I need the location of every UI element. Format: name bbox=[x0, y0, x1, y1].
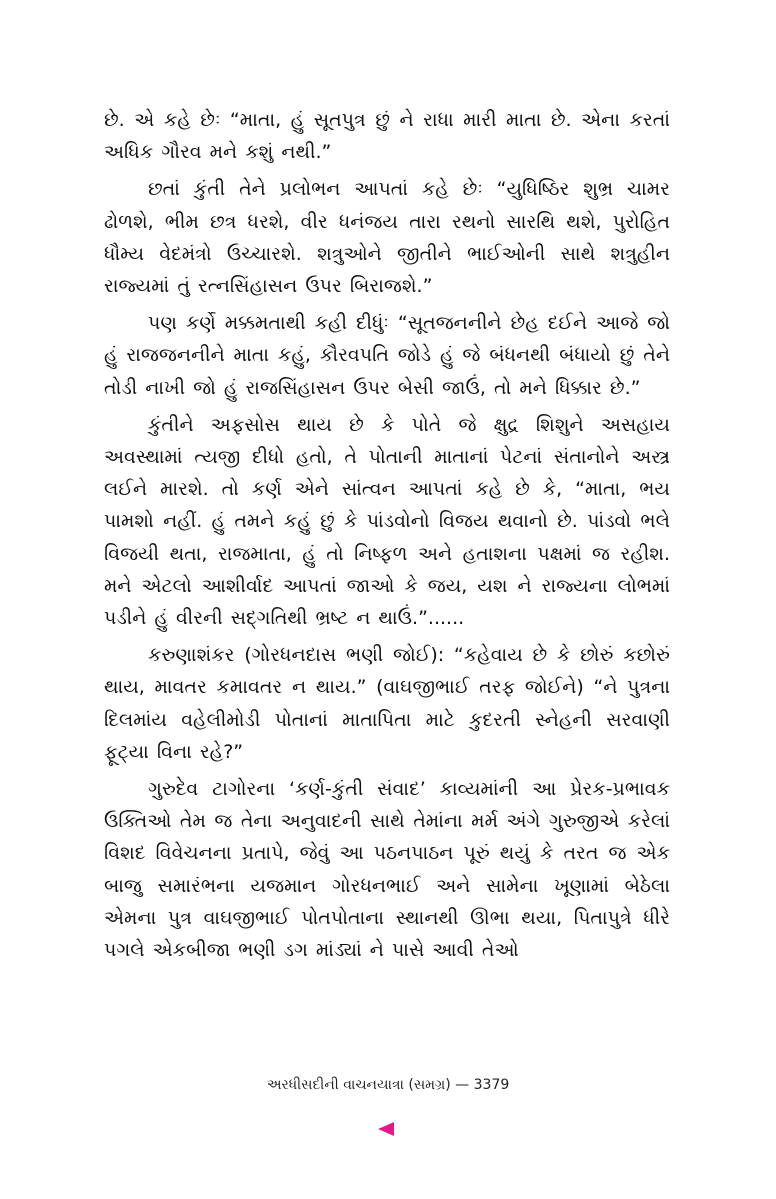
paragraph-2: છતાં કુંતી તેને પ્રલોભન આપતાં કહે છેઃ “યુધિષ્ઠિર શુભ્ર ચામર ઢોળશે, ભીમ છત્ર ધરશે, વીર ધનંજય તારા રથનો સારથિ થશે, પુરોહિત ધૌમ્ય વેદમંત્રો ઉચ્ચારશે. શત્રુઓને જીતીને ભાઈઓની સાથે શત્રુહીન રાજ્યમાં તું રત્નસિંહાસન ઉપર બિરાજશે.” bbox=[104, 178, 670, 298]
previous-page-icon[interactable] bbox=[378, 1122, 394, 1136]
paragraph-4: કુંતીને અફસોસ થાય છે કે પોતે જે ક્ષુદ્ર શિશુને અસહાય અવસ્થામાં ત્યજી દીધો હતો, તે પોતાની માતાનાં પેટનાં સંતાનોને અસ્ત્ર લઈને મારશે. તો કર્ણ એને સાંત્વન આપતાં કહે છે કે, “માતા, ભય પામશો નહીં. હું તમને કહું છું કે પાંડવોનો વિજય થવાનો છે. પાંડવો ભલે વિજયી થતા, રાજમાતા, હું તો નિષ્ફળ અને હતાશના પક્ષમાં જ રહીશ. મને એટલો આશીર્વાદ આપતાં જાઓ કે જય, યશ ને રાજ્યના લોભમાં પડીને હું વીરની સદ્‌ગતિથી ભ્રષ્ટ ન થાઉં.”...... bbox=[104, 413, 670, 630]
paragraph-5: કરુણાશંકર (ગોરધનદાસ ભણી જોઈ): “કહેવાય છે કે છોરું કછોરું થાય, માવતર કમાવતર ન થાય.” (વાઘજીભાઈ તરફ જોઈને) “ને પુત્રના દિલમાંય વહેલીમોડી પોતાનાં માતાપિતા માટે કુદરતી સ્નેહની સરવાણી ફૂટ્યા વિના રહે?” bbox=[104, 644, 670, 763]
paragraph-1: છે. એ કહે છેઃ “માતા, હું સૂતપુત્ર છું ને રાધા મારી માતા છે. એના કરતાં અધિક ગૌરવ મને કશું નથી.” bbox=[104, 109, 670, 164]
paragraph-6: ગુરુદેવ ટાગોરના ‘કર્ણ-કુંતી સંવાદ’ કાવ્યમાંની આ પ્રેરક-પ્રભાવક ઉક્તિઓ તેમ જ તેના અનુવાદની સાથે તેમાંના મર્મ અંગે ગુરુજીએ કરેલાં વિશદ વિવેચનના પ્રતાપે, જેવું આ પઠનપાઠન પૂરું થયું કે તરત જ એક બાજુ સમારંભના યજમાન ગોરધનભાઈ અને સામેના ખૂણામાં બેઠેલા એમના પુત્ર વાઘજીભાઈ પોતપોતાના સ્થાનથી ઊભા થયા, પિતાપુત્રે ધીરે પગલે એકબીજા ભણી ડગ માંડ્યાં ને પાસે આવી તેઓ bbox=[104, 778, 670, 962]
body-text bbox=[104, 104, 670, 966]
page-footer: અરધીસદીની વાચનયાત્રા (સમગ્ર) — 3379 bbox=[266, 1077, 510, 1093]
paragraph-3: પણ કર્ણે મક્કમતાથી કહી દીધુંઃ “સૂતજનનીને છેહ દઈને આજે જો હું રાજજનનીને માતા કહું, કૌરવપતિ જોડે હું જે બંધનથી બંધાયો છું તેને તોડી નાખી જો હું રાજસિંહાસન ઉપર બેસી જાઉં, તો મને ધિક્કાર છે.” bbox=[104, 312, 670, 399]
